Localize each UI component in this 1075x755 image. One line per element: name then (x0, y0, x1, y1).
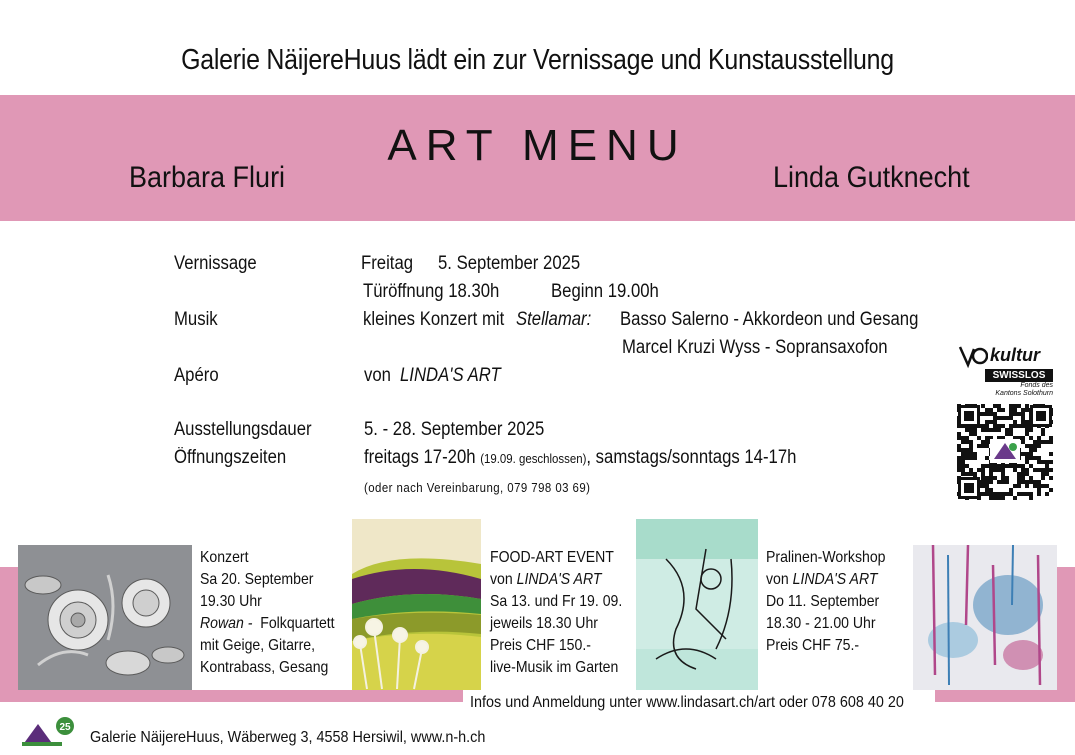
hours-friday: freitags 17-20h (364, 447, 476, 468)
kultur-logo (958, 343, 1054, 369)
pralinen-by (766, 569, 885, 591)
food-music: live-Musik im Garten (490, 659, 619, 676)
artist-name-right: Linda Gutknecht (773, 161, 970, 194)
qr-code[interactable] (956, 403, 1054, 501)
konzert-instruments-1: mit Geige, Gitarre, (200, 637, 316, 654)
swisslos-logo: SWISSLOS (985, 369, 1053, 382)
musician-2: Marcel Kruzi Wyss - Sopransaxofon (622, 337, 888, 358)
konzert-band-type: Folkquartett (260, 615, 335, 632)
pralinen-details (766, 547, 885, 657)
pralinen-date: Do 11. September (766, 593, 880, 610)
door-opening: Türöffnung 18.30h (363, 281, 500, 302)
pralinen-title: Pralinen-Workshop (766, 549, 886, 566)
duration-value: 5. - 28. September 2025 (364, 419, 545, 440)
duration-label: Ausstellungsdauer (174, 419, 312, 440)
gallery-logo (20, 716, 80, 750)
musik-label: Musik (174, 309, 218, 330)
vernissage-day: Freitag (361, 253, 414, 274)
kultur-mark-icon (958, 343, 988, 369)
hours-weekend: , samstags/sonntags 14-17h (586, 447, 797, 468)
konzert-instruments-2: Kontrabass, Gesang (200, 659, 329, 676)
artwork-drip-image (913, 545, 1057, 690)
artwork-landscape-image (352, 519, 481, 690)
gallery-address: Galerie NäijereHuus, Wäberweg 3, 4558 Hersiwil, www.n-h.ch (90, 729, 486, 746)
food-dates: Sa 13. und Fr 19. 09. (490, 593, 623, 610)
event-title: ART MENU (387, 121, 688, 170)
hours-closed-note: (19.09. geschlossen) (480, 451, 587, 466)
musik-text: kleines Konzert mit (363, 309, 505, 330)
kultur-wordmark: kultur (990, 345, 1041, 365)
food-von: von (490, 571, 513, 588)
hours-appointment-note: (oder nach Vereinbarung, 079 798 03 69) (364, 480, 591, 495)
musician-1: Basso Salerno - Akkordeon und Gesang (620, 309, 919, 330)
apero-von: von (364, 365, 391, 386)
pralinen-von: von (766, 571, 789, 588)
food-details (490, 547, 622, 679)
konzert-band (200, 613, 335, 635)
gallery-house-icon (20, 716, 80, 750)
invitation-headline: Galerie NäijereHuus lädt ein zur Vernissage und Kunstausstellung (181, 44, 894, 76)
apero-label: Apéro (174, 365, 219, 386)
food-price: Preis CHF 150.- (490, 637, 591, 654)
fonds-line-2: Kantons Solothurn (995, 390, 1053, 397)
fonds-line-1: Fonds des (1020, 382, 1053, 389)
registration-info[interactable]: Infos und Anmeldung unter www.lindasart.ch/art oder 078 608 40 20 (470, 694, 904, 711)
anniversary-badge: 25 (59, 722, 71, 733)
begin-time: Beginn 19.00h (551, 281, 659, 302)
konzert-time: 19.30 Uhr (200, 593, 262, 610)
pralinen-time: 18.30 - 21.00 Uhr (766, 615, 876, 632)
pralinen-by-name: LINDA'S ART (792, 571, 878, 588)
fonds-text (985, 382, 1053, 398)
food-by (490, 569, 622, 591)
food-time: jeweils 18.30 Uhr (490, 615, 599, 632)
opening-hours (364, 447, 796, 469)
hours-label: Öffnungszeiten (174, 447, 287, 468)
vernissage-date: 5. September 2025 (438, 253, 581, 274)
artwork-flowers-image (18, 545, 192, 690)
konzert-title: Konzert (200, 549, 249, 566)
pralinen-price: Preis CHF 75.- (766, 637, 860, 654)
food-title: FOOD-ART EVENT (490, 549, 614, 566)
apero-by: LINDA'S ART (400, 365, 501, 386)
band-name: Stellamar: (516, 309, 592, 330)
konzert-date: Sa 20. September (200, 571, 314, 588)
artist-name-left: Barbara Fluri (129, 161, 286, 194)
vernissage-label: Vernissage (174, 253, 257, 274)
konzert-band-name: Rowan - (200, 615, 253, 632)
food-by-name: LINDA'S ART (516, 571, 602, 588)
konzert-details (200, 547, 335, 679)
artwork-abstract-image (636, 519, 758, 690)
